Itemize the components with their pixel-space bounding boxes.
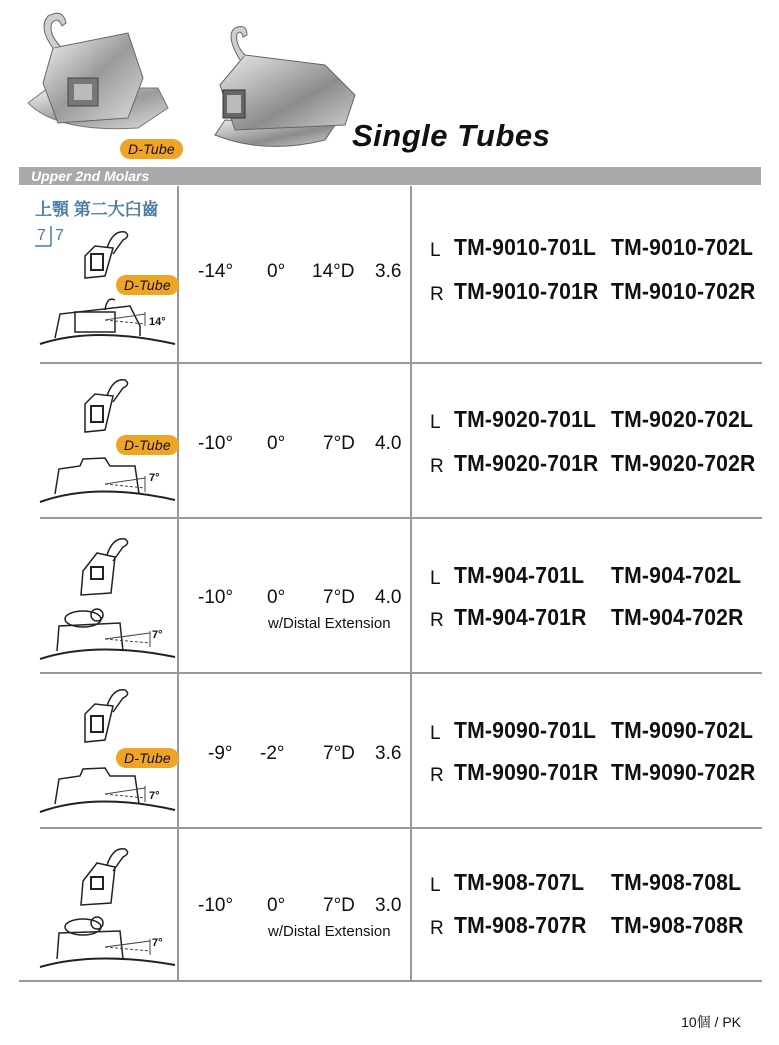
side-label-right: R	[430, 456, 444, 477]
product-code: TM-9090-702R	[611, 759, 756, 785]
extension-note: w/Distal Extension	[268, 923, 391, 940]
product-code: TM-904-701L	[454, 562, 585, 588]
side-label-right: R	[430, 918, 444, 939]
section-bar-label: Upper 2nd Molars	[31, 168, 150, 184]
product-row	[0, 829, 779, 980]
d-tube-badge: D-Tube	[120, 139, 183, 159]
product-code: TM-9090-701R	[454, 759, 599, 785]
product-code: TM-904-702L	[611, 562, 742, 588]
side-label-right: R	[430, 284, 444, 305]
product-row	[0, 364, 779, 517]
product-code: TM-9010-701R	[454, 278, 599, 304]
product-row	[0, 186, 779, 362]
extension-note: w/Distal Extension	[268, 615, 391, 632]
product-code: TM-9020-702L	[611, 406, 754, 432]
product-row	[0, 519, 779, 672]
product-code: TM-9010-701L	[454, 234, 597, 260]
angle-label: 14°	[149, 316, 166, 328]
product-row	[0, 674, 779, 827]
d-tube-photo	[18, 8, 178, 158]
svg-text:7: 7	[37, 227, 46, 244]
size-value: 3.0	[375, 895, 402, 916]
side-label-left: L	[430, 240, 441, 261]
page-title: Single Tubes	[352, 118, 551, 153]
rotation-value: 7°D	[323, 743, 355, 764]
size-value: 4.0	[375, 587, 402, 608]
size-value: 4.0	[375, 433, 402, 454]
angle-label: 7°	[152, 629, 163, 641]
tube-diagram-icon	[35, 841, 180, 976]
angulation-value: -2°	[260, 743, 285, 764]
product-code: TM-904-702R	[611, 604, 744, 630]
product-code: TM-9090-702L	[611, 717, 754, 743]
angulation-value: 0°	[267, 433, 286, 454]
side-label-right: R	[430, 765, 444, 786]
product-code: TM-9090-701L	[454, 717, 597, 743]
d-tube-badge: D-Tube	[116, 435, 179, 455]
product-code: TM-904-701R	[454, 604, 587, 630]
angulation-value: 0°	[267, 895, 286, 916]
tube-diagram-icon	[35, 531, 180, 666]
side-label-left: L	[430, 723, 441, 744]
product-code: TM-9010-702R	[611, 278, 756, 304]
torque-value: -10°	[198, 587, 234, 608]
product-code: TM-908-708R	[611, 912, 744, 938]
product-code: TM-9010-702L	[611, 234, 754, 260]
torque-value: -10°	[198, 433, 234, 454]
d-tube-badge: D-Tube	[116, 275, 179, 295]
torque-value: -14°	[198, 261, 234, 282]
rotation-value: 7°D	[323, 895, 355, 916]
product-code: TM-9020-701R	[454, 450, 599, 476]
angle-label: 7°	[149, 472, 160, 484]
angulation-value: 0°	[267, 261, 286, 282]
svg-text:7: 7	[55, 227, 64, 244]
torque-value: -10°	[198, 895, 234, 916]
section-bar	[19, 167, 761, 185]
chinese-tooth-label: 上顎 第二大臼齒	[35, 200, 159, 219]
side-label-left: L	[430, 875, 441, 896]
angle-label: 7°	[152, 937, 163, 949]
side-label-left: L	[430, 412, 441, 433]
size-value: 3.6	[375, 261, 402, 282]
product-code: TM-908-708L	[611, 869, 742, 895]
catalog-header	[0, 0, 779, 165]
single-tube-photo	[205, 25, 360, 155]
pack-quantity: 10個 / PK	[681, 1014, 741, 1030]
angulation-value: 0°	[267, 587, 286, 608]
rotation-value: 7°D	[323, 587, 355, 608]
side-label-right: R	[430, 610, 444, 631]
torque-value: -9°	[208, 743, 233, 764]
d-tube-badge: D-Tube	[116, 748, 179, 768]
size-value: 3.6	[375, 743, 402, 764]
product-code: TM-9020-701L	[454, 406, 597, 432]
product-code: TM-908-707R	[454, 912, 587, 938]
product-code: TM-9020-702R	[611, 450, 756, 476]
side-label-left: L	[430, 568, 441, 589]
rotation-value: 14°D	[312, 261, 355, 282]
product-code: TM-908-707L	[454, 869, 585, 895]
angle-label: 7°	[149, 790, 160, 802]
rotation-value: 7°D	[323, 433, 355, 454]
